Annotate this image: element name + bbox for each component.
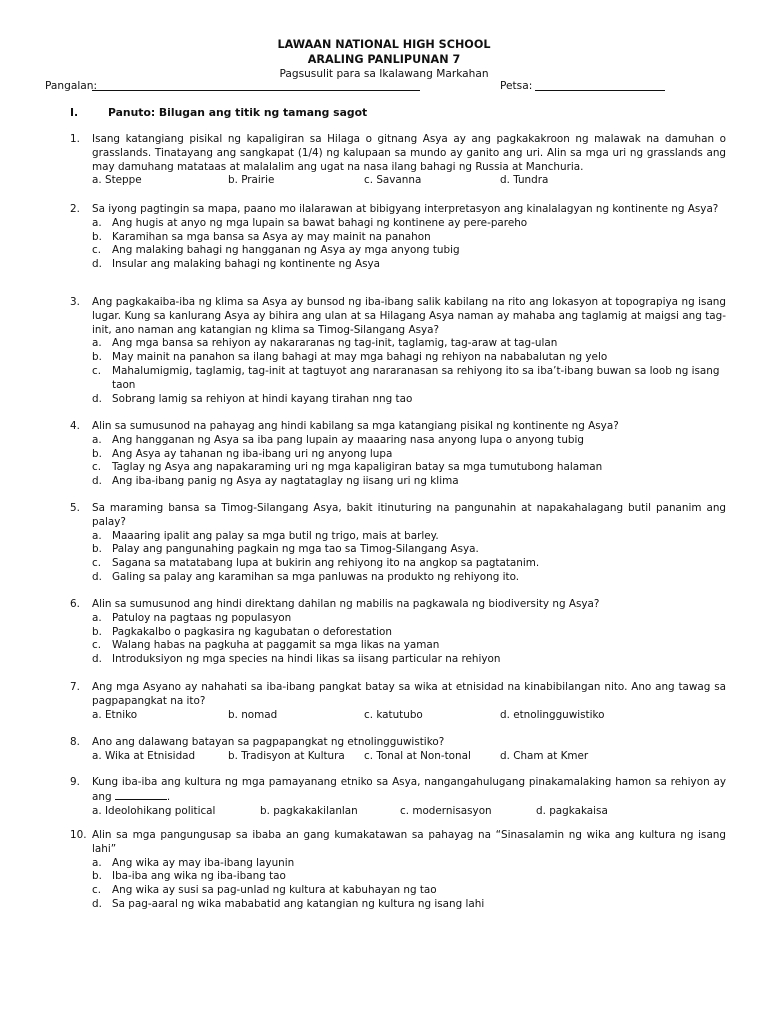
choice-d[interactable]: d. etnolingguwistiko — [500, 708, 605, 721]
question-number: 2. — [70, 203, 80, 215]
choice-d[interactable] — [92, 653, 726, 667]
choice-letter: a. — [92, 529, 102, 542]
choice-b[interactable]: b. pagkakakilanlan — [260, 804, 358, 817]
choice-text: Ang wika ay susi sa pag-unlad ng kultura at kabuhayan ng tao — [112, 884, 437, 897]
choice-text: Galing sa palay ang karamihan sa mga panluwas na produkto ng rehiyong ito. — [112, 570, 520, 583]
question-text: Isang katangiang pisikal ng kapaligiran sa Hilaga o gitnang Asya ay ang pagkakakroon ng malawak na damuhan o grasslands. Tinatayang ang sangkapat (1/4) ng kalupaan sa mundo ay ganito ang uri. Alin sa mga uri ng grasslands ang may damuhang matataas at malalalim ang ugat na nasa ilang bahagi ng Russia at Manchuria. — [92, 133, 726, 173]
choice-text: May mainit na panahon sa ilang bahagi at may mga bahagi ng rehiyon na nababalutan ng yelo — [112, 351, 608, 364]
choice-text: Mahalumigmig, taglamig, tag-init at tagtuyot ang nararanasan sa rehiyong ito sa iba’t-ibang buwan sa loob ng isang taon — [112, 364, 720, 391]
choice-a[interactable] — [92, 217, 726, 231]
choice-letter: b. — [92, 351, 102, 364]
choice-b[interactable]: b. nomad — [228, 708, 278, 721]
choice-a[interactable] — [92, 434, 726, 448]
question-number: 1. — [70, 133, 80, 145]
choice-text: Iba-iba ang wika ng iba-ibang tao — [112, 870, 286, 883]
choice-text: Ang malaking bahagi ng hangganan ng Asya ay mga anyong tubig — [112, 244, 460, 257]
question-7 — [70, 681, 726, 722]
choice-c[interactable]: c. modernisasyon — [400, 804, 492, 817]
choice-letter: b. — [92, 625, 102, 638]
choice-letter: a. — [92, 433, 102, 446]
instruction-text: Panuto: Bilugan ang titik ng tamang sagot — [108, 106, 368, 119]
question-3 — [70, 296, 726, 406]
choice-letter: c. — [92, 884, 102, 897]
choice-text: Taglay ng Asya ang napakaraming uri ng mga kapaligiran batay sa mga tumutubong halaman — [112, 461, 603, 474]
choice-a[interactable] — [92, 337, 726, 351]
choice-d[interactable] — [92, 571, 726, 585]
choice-c[interactable] — [92, 461, 726, 475]
question-text-after: . — [166, 790, 171, 803]
choice-b[interactable] — [92, 448, 726, 462]
question-text: Sa maraming bansa sa Timog-Silangang Asya, bakit itinuturing na pangunahin at napakahalagang butil pananim ang palay? — [92, 502, 726, 528]
subject-title: ARALING PANLIPUNAN 7 — [307, 53, 461, 66]
choice-c[interactable] — [92, 244, 726, 258]
question-text: Alin sa mga pangungusap sa ibaba an gang kumakatawan sa pahayag na “Sinasalamin ng wika ang kultura ng isang lahi” — [92, 829, 726, 855]
choice-a[interactable] — [92, 612, 726, 626]
choice-c[interactable]: c. Tonal at Non-tonal — [364, 749, 471, 762]
question-10 — [70, 829, 726, 912]
choice-c[interactable] — [92, 557, 726, 571]
choice-text: Sagana sa matatabang lupa at bukirin ang rehiyong ito na angkop sa pagtatanim. — [112, 557, 540, 570]
question-text-before: Kung iba-iba ang kultura ng mga pamayanang etniko sa Asya, nangangahulugang pinakamalaking hamon sa rehiyon ay ang — [92, 776, 726, 803]
choice-b[interactable]: b. Tradisyon at Kultura — [228, 749, 345, 762]
choice-b[interactable] — [92, 543, 726, 557]
exam-title: Pagsusulit para sa Ikalawang Markahan — [279, 68, 489, 80]
question-text: Alin sa sumusunod ang hindi direktang dahilan ng mabilis na pagkawala ng biodiversity ng Asya? — [92, 598, 600, 610]
question-number: 7. — [70, 681, 80, 693]
question-number: 10. — [70, 829, 87, 841]
choice-d[interactable] — [92, 898, 726, 912]
choice-letter: b. — [92, 447, 102, 460]
choice-text: Ang hangganan ng Asya sa iba pang lupain ay maaaring nasa anyong lupa o anyong tubig — [112, 433, 584, 446]
choice-letter: c. — [92, 639, 102, 652]
question-text: Ang mga Asyano ay nahahati sa iba-ibang pangkat batay sa wika at etnisidad na kinabibilangan nito. Ano ang tawag sa pagpapangkat na ito? — [92, 681, 726, 707]
choice-text: Ang mga bansa sa rehiyon ay nakararanas ng tag-init, taglamig, tag-araw at tag-ulan — [112, 337, 558, 350]
section-number: I. — [70, 106, 79, 119]
question-number: 3. — [70, 296, 80, 308]
choice-letter: b. — [92, 230, 102, 243]
choice-d[interactable] — [92, 475, 726, 489]
question-2 — [70, 203, 726, 272]
choice-text: Sa pag-aaral ng wika mababatid ang katangian ng kultura ng isang lahi — [112, 897, 485, 910]
question-number: 5. — [70, 502, 80, 514]
name-blank[interactable] — [92, 90, 420, 91]
choice-b[interactable]: b. Prairie — [228, 174, 275, 187]
choice-text: Pagkakalbo o pagkasira ng kagubatan o deforestation — [112, 625, 392, 638]
choice-text: Maaaring ipalit ang palay sa mga butil ng trigo, mais at barley. — [112, 529, 439, 542]
choice-c[interactable] — [92, 365, 726, 393]
choice-text: Ang wika ay may iba-ibang layunin — [112, 856, 295, 869]
choice-a[interactable] — [92, 857, 726, 871]
choice-c[interactable] — [92, 884, 726, 898]
question-text — [92, 776, 726, 805]
choice-letter: d. — [92, 570, 102, 583]
question-number: 4. — [70, 420, 80, 432]
choice-text: Sobrang lamig sa rehiyon at hindi kayang tirahan nng tao — [112, 392, 413, 405]
choice-text: Walang habas na pagkuha at paggamit sa mga likas na yaman — [112, 639, 440, 652]
exam-header — [0, 37, 768, 81]
choice-c[interactable] — [92, 639, 726, 653]
choice-b[interactable] — [92, 351, 726, 365]
choice-text: Introduksiyon ng mga species na hindi likas sa iisang particular na rehiyon — [112, 653, 501, 666]
choice-d[interactable] — [92, 393, 726, 407]
date-label: Petsa: — [500, 80, 533, 92]
question-8 — [70, 736, 726, 764]
choice-letter: c. — [92, 557, 102, 570]
choice-letter: a. — [92, 856, 102, 869]
choice-letter: d. — [92, 258, 102, 271]
answer-blank[interactable] — [115, 790, 167, 800]
choice-a[interactable]: a. Steppe — [92, 174, 142, 187]
choice-a[interactable]: a. Ideolohikang political — [92, 804, 216, 817]
choice-text: Ang Asya ay tahanan ng iba-ibang uri ng anyong lupa — [112, 447, 393, 460]
choice-b[interactable] — [92, 626, 726, 640]
question-text: Alin sa sumusunod na pahayag ang hindi kabilang sa mga katangiang pisikal ng kontinente ng Asya? — [92, 420, 619, 432]
choice-letter: d. — [92, 475, 102, 488]
school-name: LAWAAN NATIONAL HIGH SCHOOL — [277, 38, 491, 51]
question-number: 8. — [70, 736, 80, 748]
date-blank[interactable] — [535, 90, 665, 91]
question-5 — [70, 502, 726, 585]
choice-a[interactable]: a. Etniko — [92, 708, 138, 721]
choice-letter: c. — [92, 364, 102, 377]
question-number: 9. — [70, 776, 80, 788]
choice-text: Patuloy na pagtaas ng populasyon — [112, 611, 292, 624]
question-number: 6. — [70, 598, 80, 610]
choice-text: Ang hugis at anyo ng mga lupain sa bawat bahagi ng kontinene ay pere-pareho — [112, 216, 528, 229]
choice-text: Karamihan sa mga bansa sa Asya ay may mainit na panahon — [112, 230, 431, 243]
choice-letter: a. — [92, 216, 102, 229]
instruction — [70, 106, 367, 119]
student-fields — [45, 80, 533, 92]
choice-letter: c. — [92, 461, 102, 474]
name-label: Pangalan: — [45, 80, 98, 92]
question-text: Ang pagkakaiba-iba ng klima sa Asya ay bunsod ng iba-ibang salik kabilang na rito ang lokasyon at topograpiya ng isang lugar. Kung sa kanlurang Asya ay bihira ang ulan at sa Hilagang Asya naman ay mahaba ang taglamig at maigsi ang tag-init, ano naman ang katangian ng klima sa Timog-Silangang Asya? — [92, 296, 726, 336]
question-text: Ano ang dalawang batayan sa pagpapangkat ng etnolingguwistiko? — [92, 736, 445, 748]
choice-a[interactable]: a. Wika at Etnisidad — [92, 749, 196, 762]
choice-text: Palay ang pangunahing pagkain ng mga tao sa Timog-Silangang Asya. — [112, 543, 479, 556]
choice-d[interactable]: d. Tundra — [500, 174, 549, 187]
choice-d[interactable]: d. Cham at Kmer — [500, 749, 589, 762]
choice-letter: c. — [92, 244, 102, 257]
choice-letter: a. — [92, 611, 102, 624]
question-text: Sa iyong pagtingin sa mapa, paano mo ilalarawan at bibigyang interpretasyon ang kinalalagyan ng kontinente ng Asya? — [92, 203, 719, 215]
choice-letter: a. — [92, 337, 102, 350]
choice-letter: d. — [92, 897, 102, 910]
choice-c[interactable]: c. katutubo — [364, 708, 423, 721]
choice-letter: d. — [92, 653, 102, 666]
choice-b[interactable] — [92, 870, 726, 884]
choice-letter: d. — [92, 392, 102, 405]
question-9 — [70, 776, 726, 818]
question-4 — [70, 420, 726, 489]
question-6 — [70, 598, 726, 667]
choice-text: Insular ang malaking bahagi ng kontinente ng Asya — [112, 258, 381, 271]
question-1 — [70, 133, 726, 188]
choice-b[interactable] — [92, 231, 726, 245]
choice-text: Ang iba-ibang panig ng Asya ay nagtataglay ng iisang uri ng klima — [112, 475, 459, 488]
choice-letter: b. — [92, 870, 102, 883]
choice-d[interactable]: d. pagkakaisa — [536, 804, 608, 817]
choice-c[interactable]: c. Savanna — [364, 174, 422, 187]
choice-a[interactable] — [92, 530, 726, 544]
choice-d[interactable] — [92, 258, 726, 272]
choice-letter: b. — [92, 543, 102, 556]
